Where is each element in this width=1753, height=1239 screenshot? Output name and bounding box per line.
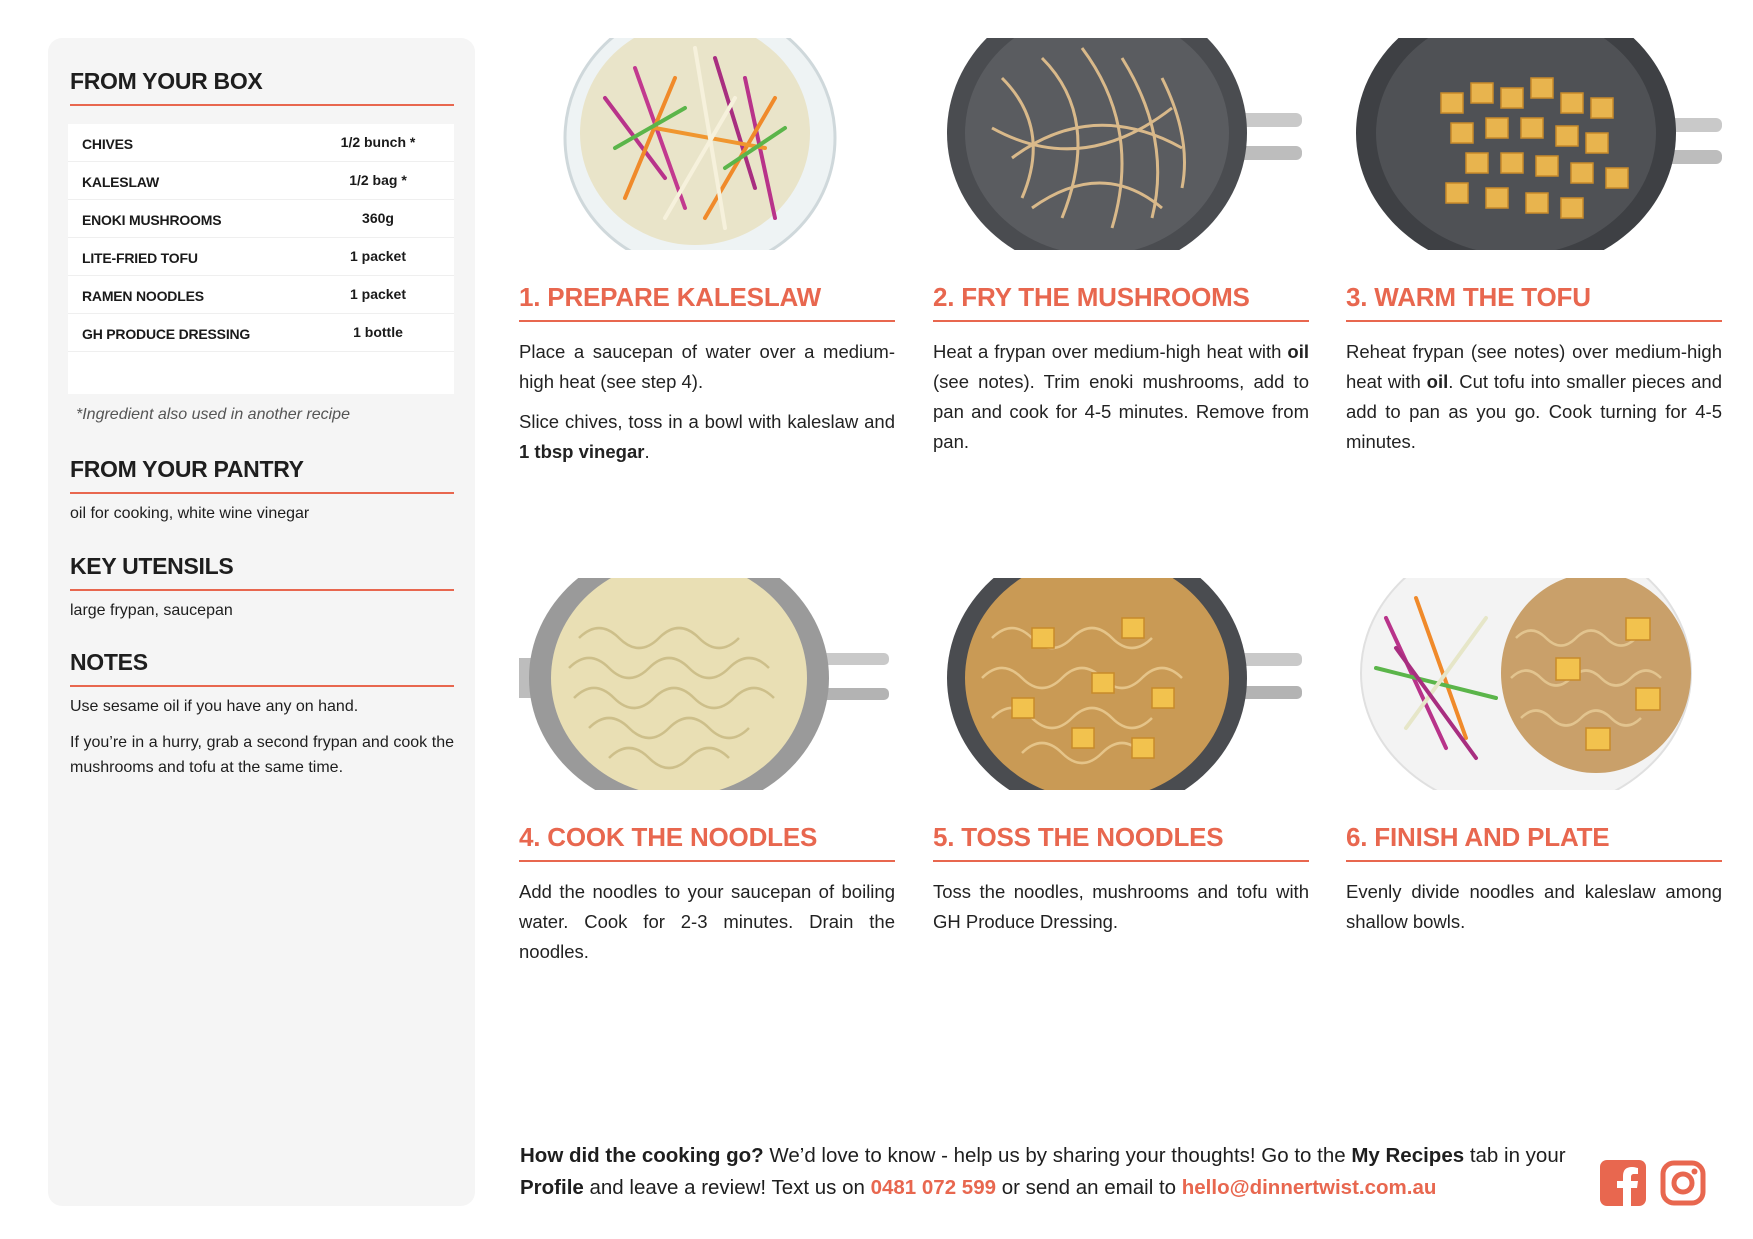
bold-ingredient: 1 tbsp vinegar bbox=[519, 441, 645, 462]
ingredient-qty: 1/2 bag * bbox=[349, 172, 407, 188]
title-rule bbox=[519, 320, 895, 322]
pantry-text: oil for cooking, white wine vinegar bbox=[70, 505, 310, 522]
noodles-strainer-photo bbox=[519, 578, 895, 790]
title-rule bbox=[933, 860, 1309, 862]
text-run: Add the noodles to your saucepan of boiling water. Cook for 2-3 minutes. Drain the noodles. bbox=[519, 881, 895, 962]
email-link[interactable]: hello@dinnertwist.com.au bbox=[1181, 1176, 1437, 1199]
table-row bbox=[68, 124, 454, 162]
my-recipes-link[interactable]: My Recipes bbox=[1351, 1144, 1465, 1167]
text-run: Toss the noodles, mushrooms and tofu with GH Produce Dressing. bbox=[933, 881, 1309, 932]
title-rule bbox=[1346, 860, 1722, 862]
tossed-noodles-frypan-photo bbox=[932, 578, 1308, 790]
bold-ingredient: oil bbox=[1287, 341, 1309, 362]
step-3-body bbox=[1346, 337, 1722, 467]
table-row bbox=[68, 200, 454, 238]
key-utensils-title: KEY UTENSILS bbox=[70, 553, 234, 579]
text-run: tab in your bbox=[1464, 1144, 1566, 1167]
text-run: or send an email to bbox=[996, 1176, 1182, 1199]
notes-title: NOTES bbox=[70, 649, 148, 675]
text-run: (see notes). Trim enoki mushrooms, add to pan and cook for 4-5 minutes. Remove from pan. bbox=[933, 371, 1309, 452]
step-2-title: 2. FRY THE MUSHROOMS bbox=[933, 282, 1250, 312]
note-1: Use sesame oil if you have any on hand. bbox=[70, 698, 359, 715]
step-6-body bbox=[1346, 877, 1722, 947]
ingredient-footnote: *Ingredient also used in another recipe bbox=[76, 406, 350, 423]
step-4-body bbox=[519, 877, 895, 977]
title-rule bbox=[70, 685, 454, 687]
plated-noodles-photo bbox=[1346, 578, 1722, 790]
instagram-icon[interactable] bbox=[1660, 1160, 1706, 1211]
title-rule bbox=[70, 589, 454, 591]
ingredient-name: KALESLAW bbox=[82, 174, 159, 190]
utensils-text: large frypan, saucepan bbox=[70, 602, 233, 619]
note-2: If you’re in a hurry, grab a second frypan and cook the mushrooms and tofu at the same time. bbox=[70, 734, 454, 776]
text-run: Reheat frypan (see notes) over medium-high heat with bbox=[1346, 341, 1722, 392]
table-row bbox=[68, 238, 454, 276]
kaleslaw-bowl-photo bbox=[515, 38, 891, 250]
table-row bbox=[68, 314, 454, 352]
sidebar bbox=[48, 38, 475, 1206]
footer-question: How did the cooking go? bbox=[520, 1144, 764, 1167]
ingredient-name: LITE-FRIED TOFU bbox=[82, 250, 198, 266]
ingredient-qty: 1/2 bunch * bbox=[340, 134, 416, 150]
ingredient-qty: 1 packet bbox=[349, 248, 407, 264]
step-1-body bbox=[519, 337, 895, 477]
table-row bbox=[68, 276, 454, 314]
ingredient-name: ENOKI MUSHROOMS bbox=[82, 212, 222, 228]
step-5-body bbox=[933, 877, 1309, 947]
title-rule bbox=[933, 320, 1309, 322]
ingredient-table bbox=[68, 124, 454, 394]
title-rule bbox=[1346, 320, 1722, 322]
ingredient-name: GH PRODUCE DRESSING bbox=[82, 326, 251, 342]
step-6-title: 6. FINISH AND PLATE bbox=[1346, 822, 1610, 852]
text-run: We’d love to know - help us by sharing your thoughts! Go to the bbox=[763, 1144, 1352, 1167]
text-run: Slice chives, toss in a bowl with kaleslaw and bbox=[519, 411, 895, 432]
step-3-title: 3. WARM THE TOFU bbox=[1346, 282, 1591, 312]
step-5-title: 5. TOSS THE NOODLES bbox=[933, 822, 1224, 852]
step-2-body bbox=[933, 337, 1309, 467]
title-rule bbox=[70, 492, 454, 494]
mushrooms-frypan-photo bbox=[932, 38, 1308, 250]
ingredient-name: RAMEN NOODLES bbox=[82, 288, 204, 304]
title-rule bbox=[519, 860, 895, 862]
bold-ingredient: oil bbox=[1426, 371, 1449, 392]
feedback-footer bbox=[520, 1140, 1570, 1204]
title-rule bbox=[70, 104, 454, 106]
table-row bbox=[68, 162, 454, 200]
ingredient-qty: 360g bbox=[362, 210, 394, 226]
phone-link[interactable]: 0481 072 599 bbox=[870, 1176, 996, 1199]
tofu-frypan-photo bbox=[1346, 38, 1722, 250]
ingredient-name: CHIVES bbox=[82, 136, 133, 152]
from-your-pantry-title: FROM YOUR PANTRY bbox=[70, 456, 304, 482]
ingredient-qty: 1 bottle bbox=[353, 324, 403, 340]
profile-link[interactable]: Profile bbox=[520, 1176, 584, 1199]
text-run: Place a saucepan of water over a medium-high heat (see step 4). bbox=[519, 341, 895, 392]
from-your-box-title: FROM YOUR BOX bbox=[70, 68, 263, 94]
step-4-title: 4. COOK THE NOODLES bbox=[519, 822, 818, 852]
facebook-icon[interactable] bbox=[1600, 1160, 1646, 1211]
text-run: Heat a frypan over medium-high heat with bbox=[933, 341, 1288, 362]
step-1-title: 1. PREPARE KALESLAW bbox=[519, 282, 821, 312]
text-run: . Cut tofu into smaller pieces and add to pan as you go. Cook turning for 4-5 minutes. bbox=[1346, 371, 1722, 452]
ingredient-qty: 1 packet bbox=[349, 286, 407, 302]
text-run: Evenly divide noodles and kaleslaw among shallow bowls. bbox=[1346, 881, 1722, 932]
text-run: and leave a review! Text us on bbox=[583, 1176, 871, 1199]
text-run: . bbox=[644, 441, 650, 462]
